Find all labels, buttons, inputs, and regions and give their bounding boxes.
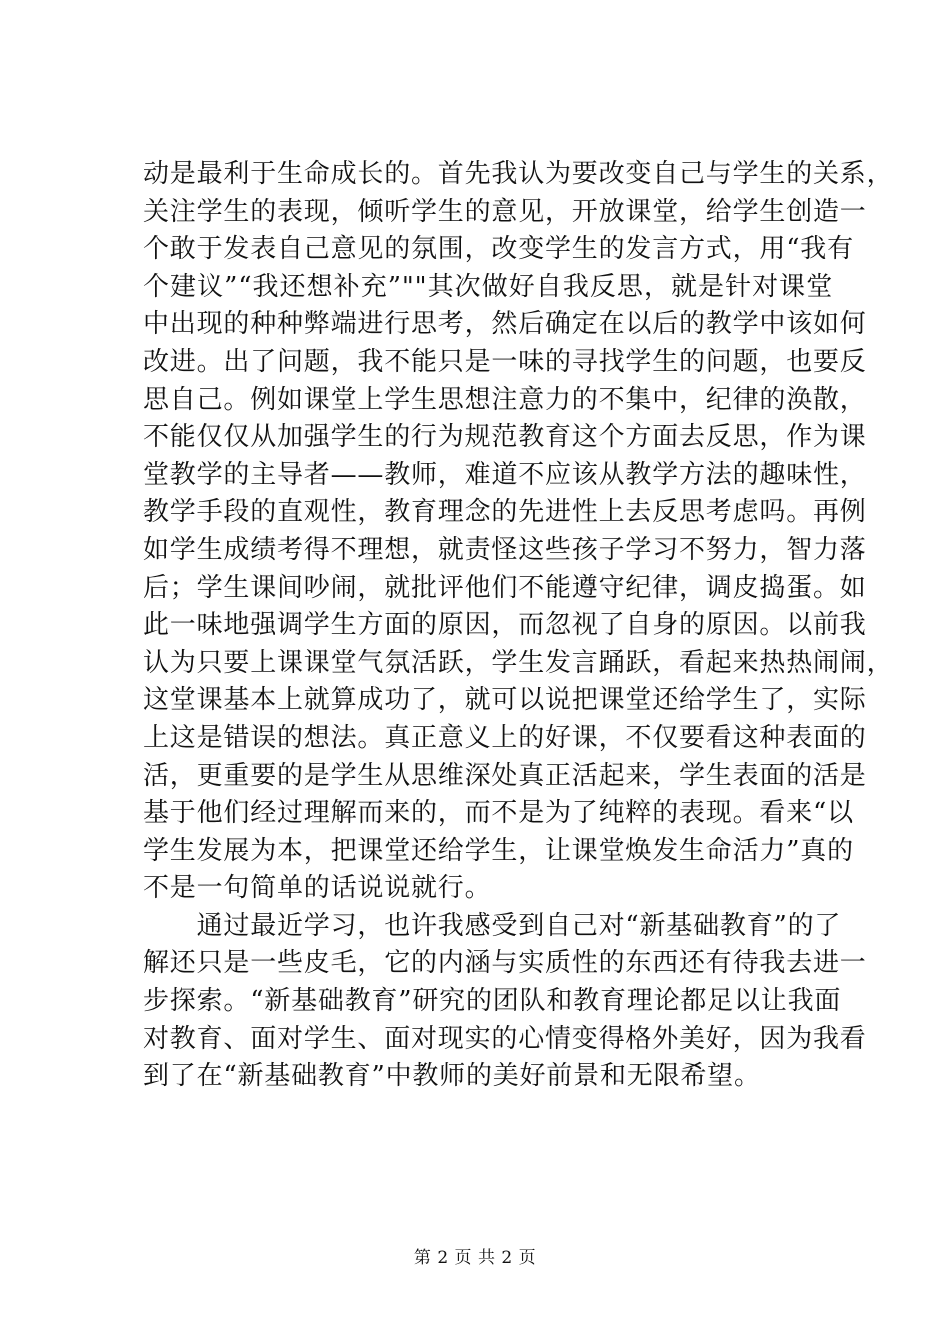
text-line: 活，更重要的是学生从思维深处真正活起来，学生表面的活是 [143, 760, 867, 791]
text-line: 动是最利于生命成长的。首先我认为要改变自己与学生的关系， [143, 159, 894, 189]
text-line: 认为只要上课课堂气氛活跃，学生发言踊跃，看起来热热闹闹， [143, 647, 894, 678]
text-line: 思自己。例如课堂上学生思想注意力的不集中，纪律的涣散， [143, 384, 867, 415]
text-line: 解还只是一些皮毛，它的内涵与实质性的东西还有待我去进一 [143, 948, 867, 979]
text-line: 如学生成绩考得不理想，就责怪这些孩子学习不努力，智力落 [143, 534, 867, 565]
text-line: 后；学生课间吵闹，就批评他们不能遵守纪律，调皮捣蛋。如 [143, 572, 867, 603]
text-line: 堂教学的主导者——教师，难道不应该从教学方法的趣味性， [143, 459, 867, 490]
text-line: 学生发展为本，把课堂还给学生，让课堂焕发生命活力”真的 [143, 835, 854, 866]
paragraph-end-line: 到了在“新基础教育”中教师的美好前景和无限希望。 [143, 1061, 761, 1092]
text-line: 不能仅仅从加强学生的行为规范教育这个方面去反思，作为课 [143, 422, 867, 453]
text-line: 中出现的种种弊端进行思考，然后确定在以后的教学中该如何 [143, 309, 867, 340]
text-line: 这堂课基本上就算成功了，就可以说把课堂还给学生了，实际 [143, 685, 867, 716]
text-line: 个建议”“我还想补充”""其次做好自我反思，就是针对课堂 [143, 271, 833, 302]
text-line: 此一味地强调学生方面的原因，而忽视了自身的原因。以前我 [143, 610, 867, 641]
text-line: 改进。出了问题，我不能只是一味的寻找学生的问题，也要反 [143, 346, 867, 377]
text-line: 对教育、面对学生、面对现实的心情变得格外美好，因为我看 [143, 1023, 867, 1054]
page-number-footer: 第 2 页 共 2 页 [413, 1248, 537, 1268]
text-line: 上这是错误的想法。真正意义上的好课，不仅要看这种表面的 [143, 722, 867, 753]
text-line: 关注学生的表现，倾听学生的意见，开放课堂，给学生创造一 [143, 196, 867, 227]
paragraph-first-line: 通过最近学习，也许我感受到自己对“新基础教育”的了 [143, 910, 842, 941]
text-line: 个敢于发表自己意见的氛围，改变学生的发言方式，用“我有 [143, 234, 854, 265]
text-line: 教学手段的直观性，教育理念的先进性上去反思考虑吗。再例 [143, 497, 867, 528]
text-line: 基于他们经过理解而来的，而不是为了纯粹的表现。看来“以 [143, 798, 854, 829]
text-line: 步探索。“新基础教育”研究的团队和教育理论都足以让我面 [143, 986, 842, 1017]
body-text [143, 156, 894, 1096]
paragraph-end-line: 不是一句简单的话说说就行。 [143, 873, 492, 904]
